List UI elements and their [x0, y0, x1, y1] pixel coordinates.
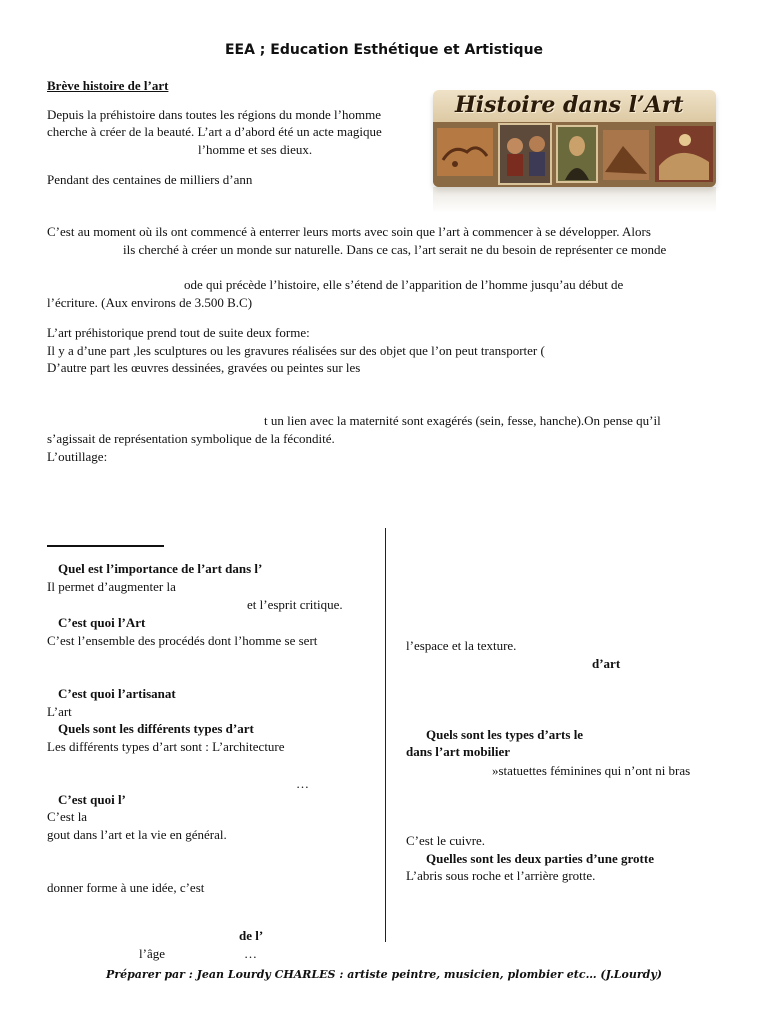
ellipsis: … [244, 946, 257, 961]
answer-line: L’abris sous roche et l’arrière grotte. [406, 868, 596, 883]
question-heading: Quels sont les différents types d’art [58, 721, 254, 736]
question-heading: de l’ [239, 928, 264, 943]
question-heading: Quels sont les types d’arts le [426, 727, 584, 742]
body-line: D’autre part les œuvres dessinées, gravées ou peintes sur les [47, 360, 361, 375]
body-line: t un lien avec la maternité sont exagérés (sein, fesse, hanche).On pense qu’il [264, 413, 661, 428]
ellipsis: … [296, 776, 309, 791]
body-line: Depuis la préhistoire dans toutes les régions du monde l’homme [47, 107, 381, 122]
body-line: Pendant des centaines de milliers d’ann [47, 172, 253, 187]
question-heading: d’art [592, 656, 621, 671]
section-rule [47, 545, 164, 547]
body-line: Il y a d’une part ,les sculptures ou les gravures réalisées sur des objet que l’on peut transporter ( [47, 343, 545, 358]
question-heading: C’est quoi l’artisanat [58, 686, 176, 701]
answer-line: C’est le cuivre. [406, 833, 486, 848]
body-line: C’est au moment où ils ont commencé à enterrer leurs morts avec soin que l’art à commencer à se développer. Alors [47, 224, 651, 239]
answer-line: Les différents types d’art sont : L’architecture [47, 739, 285, 754]
body-line: l’écriture. (Aux environs de 3.500 B.C) [47, 295, 253, 310]
question-heading: dans l’art mobilier [406, 744, 510, 759]
answer-line: L’art [47, 704, 72, 719]
question-heading: C’est quoi l’ [58, 792, 126, 807]
banner-reflection [433, 187, 716, 213]
question-heading: Quelles sont les deux parties d’une grotte [426, 851, 654, 866]
answer-line: l’espace et la texture. [406, 638, 517, 653]
body-line: cherche à créer de la beauté. L’art a d’abord été un acte magique [47, 124, 382, 139]
answer-line: »statuettes féminines qui n’ont ni bras [492, 763, 691, 778]
answer-line: C’est la [47, 809, 88, 824]
answer-line: Il permet d’augmenter la [47, 579, 176, 594]
section-heading: Brève histoire de l’art [47, 78, 169, 93]
banner-image [433, 90, 716, 187]
answer-line: donner forme à une idée, c’est [47, 880, 205, 895]
document-title: EEA ; Education Esthétique et Artistique [224, 42, 544, 58]
body-line: L’art préhistorique prend tout de suite deux forme: [47, 325, 310, 340]
question-heading: Quel est l’importance de l’art dans l’ [58, 561, 263, 576]
footer-credit: Préparer par : Jean Lourdy CHARLES : artiste peintre, musicien, plombier etc… (J.Lourdy) [106, 968, 662, 981]
question-heading: C’est quoi l’Art [58, 615, 146, 630]
body-line: L’outillage: [47, 449, 108, 464]
column-divider [385, 528, 386, 942]
answer-line: et l’esprit critique. [247, 597, 343, 612]
answer-line: l’âge [139, 946, 165, 961]
answer-line: gout dans l’art et la vie en général. [47, 827, 227, 842]
body-line: s’agissait de représentation symbolique de la fécondité. [47, 431, 335, 446]
body-line: l’homme et ses dieux. [198, 142, 313, 157]
banner-caption: Histoire dans l’Art [455, 92, 684, 118]
body-line: ode qui précède l’histoire, elle s’étend de l’apparition de l’homme jusqu’au début de [184, 277, 624, 292]
artwork-collage-icon [433, 122, 716, 187]
body-line: ils cherché à créer un monde sur naturelle. Dans ce cas, l’art serait ne du besoin de représenter ce monde [123, 242, 667, 257]
answer-line: C’est l’ensemble des procédés dont l’homme se sert [47, 633, 318, 648]
